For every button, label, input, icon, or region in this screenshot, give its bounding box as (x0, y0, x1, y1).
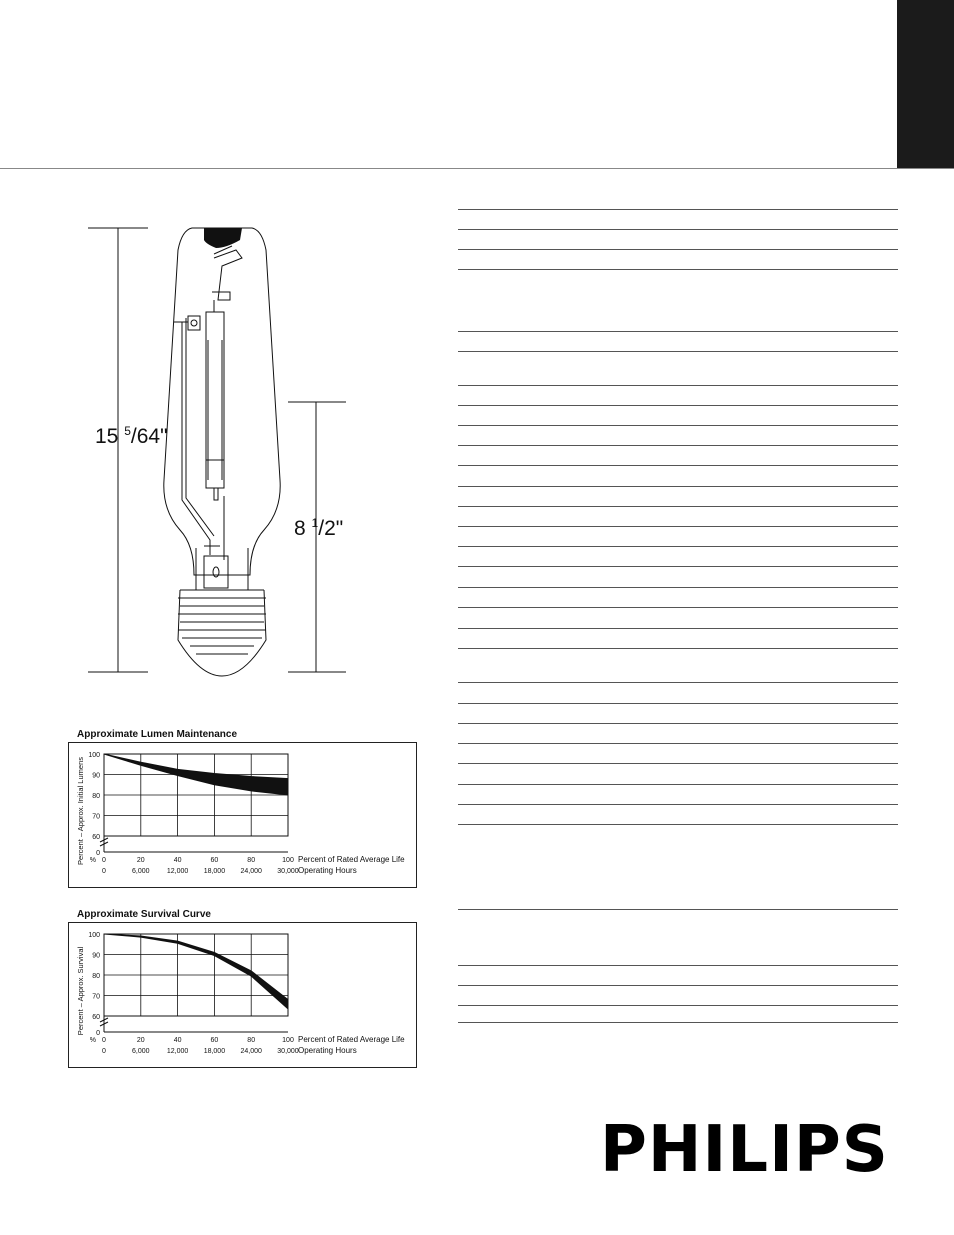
spec-table-rule (458, 607, 898, 608)
y-tick-label: 80 (92, 793, 100, 800)
y-axis-label: Percent – Approx. Initial Lumens (76, 757, 85, 865)
spec-table-rule (458, 566, 898, 567)
y-tick-label: 80 (92, 973, 100, 980)
x-tick-label-hours: 30,000 (277, 1048, 299, 1055)
x-tick-label-hours: 12,000 (166, 868, 189, 875)
x-tick-label-hours: 30,000 (277, 868, 299, 875)
spec-table-rule (458, 985, 898, 986)
x-tick-label-hours: 6,000 (132, 1048, 150, 1055)
y-tick-label: 100 (88, 932, 100, 939)
x-tick-label: 60 (210, 1037, 219, 1044)
x-caption-percent: Percent of Rated Average Life (298, 855, 405, 864)
spec-table-rule (458, 824, 898, 825)
overall-length-whole: 15 (95, 425, 119, 448)
spec-table-rule (458, 249, 898, 250)
overall-length-label: 15 $^5$/64" (95, 424, 168, 448)
spec-table-rule (458, 546, 898, 547)
light-center-denominator: 2 (324, 517, 336, 540)
y-unit-mark: % (89, 857, 96, 864)
spec-table-rule (458, 425, 898, 426)
x-tick-label-hours: 18,000 (203, 868, 226, 875)
corner-tab (897, 0, 954, 168)
x-tick-label: 20 (136, 1037, 145, 1044)
survival-chart-title: Approximate Survival Curve (77, 909, 211, 920)
spec-table-rule (458, 209, 898, 210)
y-tick-label: 0 (96, 850, 100, 857)
x-tick-label-hours: 24,000 (240, 1048, 262, 1055)
spec-table-rule (458, 682, 898, 683)
spec-table-rule (458, 587, 898, 588)
spec-table-rule (458, 784, 898, 785)
curve-band (104, 934, 288, 1009)
overall-length-denominator: 64 (136, 425, 161, 448)
spec-table-rule (458, 486, 898, 487)
y-tick-label: 100 (88, 752, 100, 759)
spec-table-rule (458, 506, 898, 507)
spec-table-rule (458, 465, 898, 466)
y-unit-mark: % (89, 1037, 96, 1044)
light-center-label: 8 $^1$/2" (294, 516, 344, 540)
spec-table-rule (458, 526, 898, 527)
light-center-numerator: 1 (311, 516, 319, 530)
spec-table-rule (458, 628, 898, 629)
spec-table-rule (458, 648, 898, 649)
philips-logo: PHILIPS (600, 1113, 889, 1187)
spec-table-rule (458, 723, 898, 724)
y-tick-label: 60 (92, 1014, 100, 1021)
spec-table-rule (458, 269, 898, 270)
spec-table-rule (458, 965, 898, 966)
x-tick-label: 60 (210, 857, 219, 864)
header-divider (0, 168, 954, 169)
spec-table-rule (458, 743, 898, 744)
x-tick-label: 20 (136, 857, 145, 864)
x-caption-hours: Operating Hours (298, 866, 357, 875)
lumen-maintenance-chart (68, 742, 417, 888)
survival-curve-chart (68, 922, 417, 1068)
spec-table-rule (458, 763, 898, 764)
x-tick-label: 80 (247, 1037, 256, 1044)
x-tick-label-hours: 24,000 (240, 868, 262, 875)
x-tick-label-hours: 18,000 (203, 1048, 226, 1055)
x-tick-label-hours: 12,000 (166, 1048, 189, 1055)
spec-table (458, 200, 898, 1040)
x-tick-label: 100 (282, 1037, 294, 1044)
x-tick-label: 0 (102, 1037, 106, 1044)
x-tick-label: 0 (102, 857, 106, 864)
spec-table-rule (458, 1005, 898, 1006)
spec-table-rule (458, 1022, 898, 1023)
spec-table-rule (458, 229, 898, 230)
y-tick-label: 70 (92, 993, 100, 1001)
spec-table-rule (458, 445, 898, 446)
overall-length-numerator: 5 (124, 424, 131, 438)
spec-table-rule (458, 351, 898, 352)
spec-table-rule (458, 385, 898, 386)
x-tick-label: 80 (247, 857, 256, 864)
spec-table-rule (458, 909, 898, 910)
x-tick-label-hours: 0 (102, 868, 106, 875)
y-tick-label: 70 (92, 813, 100, 821)
spec-table-rule (458, 405, 898, 406)
overall-length-unit: " (160, 425, 168, 448)
x-caption-percent: Percent of Rated Average Life (298, 1035, 405, 1044)
lumen-chart-title: Approximate Lumen Maintenance (77, 729, 238, 740)
y-tick-label: 60 (92, 834, 100, 841)
spec-table-rule (458, 703, 898, 704)
x-tick-label: 40 (173, 857, 182, 864)
y-axis-label: Percent – Approx. Survival (76, 946, 85, 1036)
x-tick-label-hours: 6,000 (132, 868, 150, 875)
y-tick-label: 90 (92, 772, 100, 780)
light-center-unit: " (335, 517, 344, 540)
x-caption-hours: Operating Hours (298, 1046, 357, 1055)
x-tick-label: 40 (173, 1037, 182, 1044)
y-tick-label: 90 (92, 952, 100, 960)
y-tick-label: 0 (96, 1030, 100, 1037)
spec-table-rule (458, 804, 898, 805)
light-center-whole: 8 (294, 517, 306, 540)
x-tick-label-hours: 0 (102, 1048, 106, 1055)
x-tick-label: 100 (282, 857, 294, 864)
spec-table-rule (458, 331, 898, 332)
